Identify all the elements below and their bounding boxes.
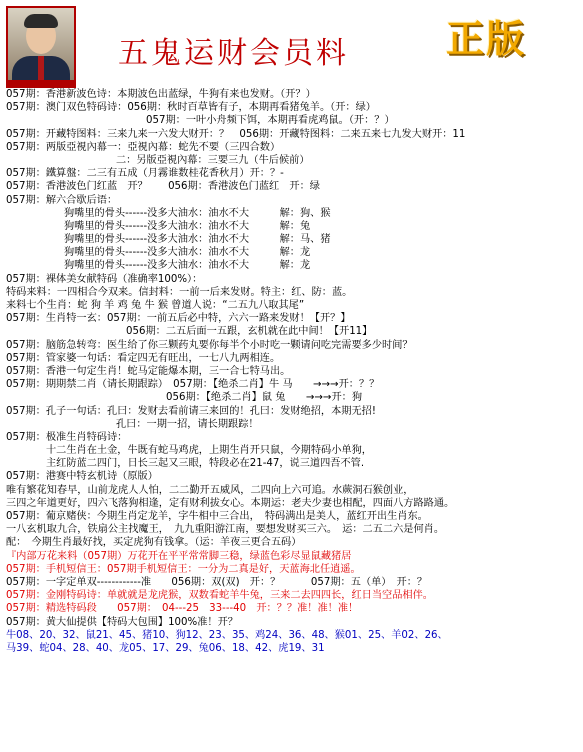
page-title: 五鬼运财会员料: [118, 36, 349, 71]
text-line: 三四之年道更好，四六飞落狗相逢，定有财利拔女心。本期运：老夫少妻也相配，四面八方路路通。: [6, 497, 455, 509]
text-line: 057期：极准生肖特码诗：: [6, 431, 128, 443]
text-line: 057期：脑筋急转弯：医生给了你三颗药丸要你每半个小时吃一颗请问吃完需要多少时间？: [6, 339, 413, 351]
text-line: 配： 今期生肖最好找，买定虎狗有钱拿。（运：羊夜三更合五码）: [6, 537, 302, 549]
text-line: 057期：裸体美女献特码（准确率100%）：: [6, 273, 203, 285]
text-line: 057期：鐵算盤：二三有五成（月霧谁数桂花香秋月）开：？-: [6, 168, 284, 180]
text-line: 057期：管家婆一句话：看定四无有旺出，一七八九两相连。: [6, 352, 281, 364]
text-line: 狗嘴里的骨头------没多大油水：油水不大 解：马、猪: [64, 234, 331, 246]
text-line: 『内部万花来料（057期）万花开在平平常常脚三稳，绿蓝色彩尽显鼠藏猪居: [6, 550, 352, 562]
text-line: 057期：澳门双色特码诗：056期：秋时百草皆有子，本期再看猪兔羊。（开：绿）: [6, 102, 376, 114]
text-line: 狗嘴里的骨头------没多大油水：油水不大 解：龙: [64, 260, 311, 272]
text-line: 牛08、20、32、鼠21、45、猪10、狗12、23、35、鸡24、36、48、猴01、25、羊02、26、: [6, 629, 448, 641]
text-line: 狗嘴里的骨头------没多大油水：油水不大 解：兔: [64, 220, 311, 232]
text-line: 057期：香港一句定生肖！蛇马定能爆本期，三一合七特马出。: [6, 365, 291, 377]
text-line: 057期：香港波色门红蓝 开？ 056期：香港波色门蓝红 开：绿: [6, 181, 320, 193]
text-line: 057期：生肖特一玄：057期：一前五后必中特，六六一路来发财！【开？】: [6, 313, 351, 325]
text-line: 057期：一字定单双------------准 056期：双(双) 开：？ 057期：五（单） 开：？: [6, 576, 428, 588]
text-line: 057期：香港新波色诗：本期波色出蓝绿，牛狗有来也发财。（开？）: [6, 89, 316, 100]
text-line: 马39、蛇04、28、40、龙05、17、29、兔06、18、42、虎19、31: [6, 642, 325, 654]
text-line: 主红防蓝二四门，日长三起又三眼，特段必在21-47，说三道四吾不管.: [46, 458, 365, 470]
portrait-caption-bar: [8, 80, 74, 86]
text-line: 057期：期期禁二肖（请长期跟踪） 057期：【绝杀二肖】牛 马 →→→开：？？: [6, 379, 380, 391]
text-line: 特码来料：一四相合今双来。信封料：一前一后来发财。特主：红、防：蓝。: [6, 286, 353, 298]
header: [0, 0, 583, 88]
text-line: 057期：金刚特码诗：单就就是龙虎猴，双数看蛇羊牛兔，三来二去四四长，红日当空品相伴。: [6, 590, 433, 602]
text-line: 056期：二五后面一五跟，玄机就在此中间！【开11】: [126, 326, 373, 338]
text-line: 057期：一叶小舟频下饵，本期再看虎鸡鼠。（开：？）: [146, 115, 395, 127]
genuine-stamp: 正版: [446, 17, 527, 61]
text-line: 057期：解六合歇后语：: [6, 194, 118, 206]
text-line: 057期：手机短信王：057期手机短信王：一分为二真是好，天蓝海北任逍遥。: [6, 563, 361, 575]
text-line: 唯有繁花知春早，山前龙虎人人怕，二二勤开五威风，二四向上六可追。水蕨洞石猴创业，: [6, 484, 414, 496]
text-line: 孔曰：一期一招，请长期跟踪！: [116, 418, 259, 430]
text-line: 一八玄机取九合，铁扇公主找魔王， 九九重阳游江南，要想发财买三六。 运：二五二六是何肖。: [6, 524, 445, 536]
text-line: 二：另版亞視內幕：三要三九（牛后候前）: [116, 154, 310, 166]
text-line: 057期：港赛中特玄机诗（原版）: [6, 471, 158, 483]
portrait-photo: [6, 6, 76, 88]
text-line: 057期：开藏特图料：三来九来一六发大财开：？ 056期：开藏特图料：二来五来七九发大财开：11: [6, 128, 466, 140]
text-line: 057期：孔子一句话：孔曰：发财去看前请三来回的！孔曰：发财绝招，本期无招!: [6, 405, 376, 417]
text-line: 056期：【绝杀二肖】鼠 兔 →→→开：狗: [166, 392, 363, 404]
text-line: 057期：葡京赌侠：今期生肖定龙羊，字牛相中三合出， 特码满出是美人，蓝红开出生肖东。: [6, 511, 428, 522]
text-line: 057期：黄大仙提供【特码大包围】100%准！开？: [6, 616, 238, 628]
text-line: 057期：精选特码段 057期： 04---25 33---40 开：？？准！准！准！: [6, 603, 359, 615]
portrait-tie: [38, 56, 44, 82]
portrait-hair: [24, 14, 58, 28]
text-line: 057期：两版亞視內幕一：亞視內幕：蛇先不要（三四合数）: [6, 141, 281, 153]
text-line: 来料七个生肖：蛇 狗 羊 鸡 兔 牛 猴 曾道人说：“二五九八取其尾”: [6, 300, 305, 311]
content-body: [6, 88, 578, 655]
text-line: 狗嘴里的骨头------没多大油水：油水不大 解：龙: [64, 247, 311, 259]
text-line: 十二生肖在土金，牛既有蛇马鸡虎，上期生肖开只鼠，今期特码小单狗，: [46, 445, 372, 457]
text-line: 狗嘴里的骨头------没多大油水：油水不大 解：狗、猴: [64, 207, 331, 219]
